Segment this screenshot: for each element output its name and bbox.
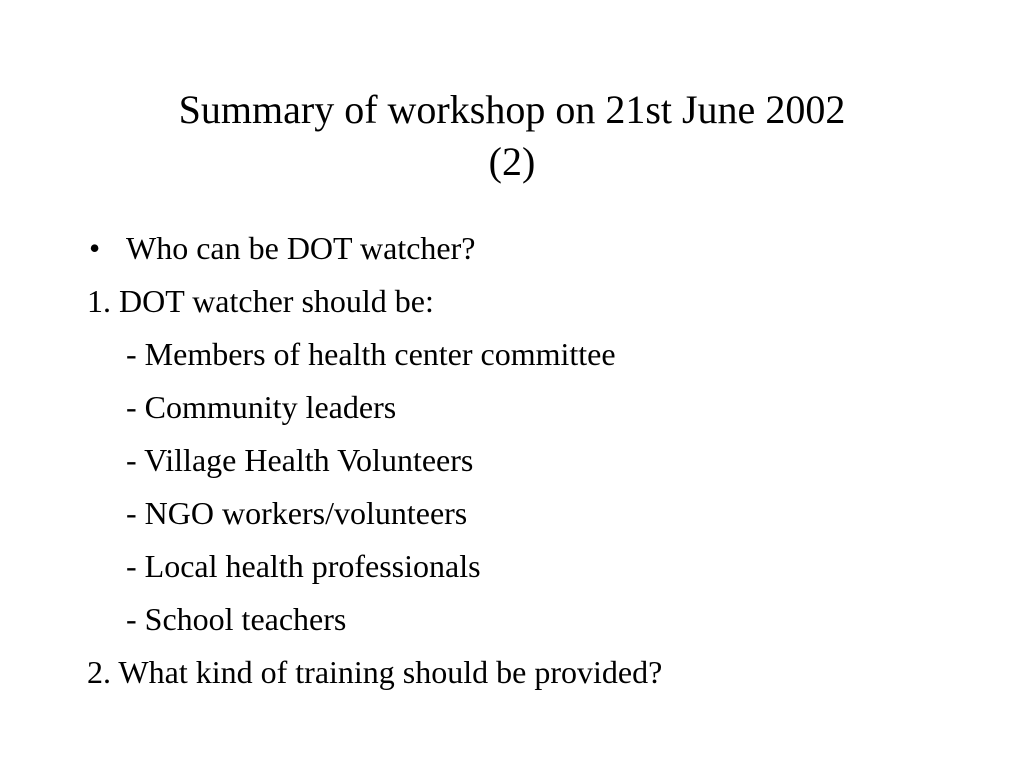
slide-body xyxy=(87,222,987,699)
title-line-2: (2) xyxy=(488,139,536,184)
sub-item: - School teachers xyxy=(126,601,347,637)
bullet-icon: • xyxy=(89,230,101,266)
sub-item: - Members of health center committee xyxy=(126,336,616,372)
numbered-item-1: 1. DOT watcher should be: xyxy=(87,283,434,319)
bullet-text: Who can be DOT watcher? xyxy=(126,230,476,266)
sub-item: - Village Health Volunteers xyxy=(126,442,474,478)
bullet-item xyxy=(87,222,987,275)
slide-title xyxy=(0,84,1024,188)
sub-item: - Community leaders xyxy=(126,389,397,425)
title-line-1: Summary of workshop on 21st June 2002 xyxy=(178,87,846,132)
sub-item: - Local health professionals xyxy=(126,548,481,584)
numbered-item-2: 2. What kind of training should be provided? xyxy=(87,654,663,690)
sub-item: - NGO workers/volunteers xyxy=(126,495,468,531)
